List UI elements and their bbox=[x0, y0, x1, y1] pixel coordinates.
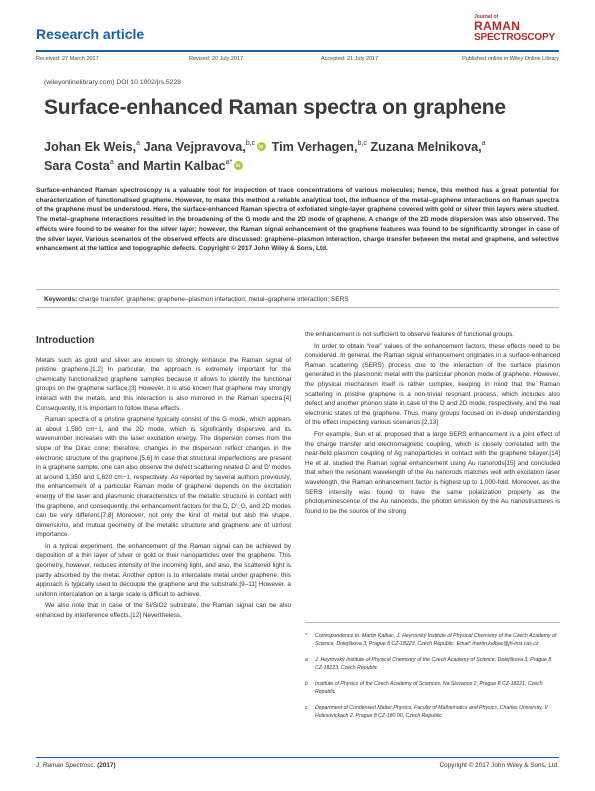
keywords-label: Keywords: bbox=[44, 296, 78, 303]
divider bbox=[36, 289, 559, 290]
body-paragraph: Metals such as gold and silver are known to strongly enhance the Raman signal of pristine graphene.[1,2] In particular, the approach is extremely important for the chemically functionalized graphene samples because it allows to identify the functional groups on the graphene surface.[3] However, it is also known that graphene may strongly interact with the metals, and this interaction is also mirrored in the Raman spectra.[4] Consequently, it is important to follow these effects. bbox=[36, 356, 291, 412]
footnote-text: Correspondence to: Martin Kalbac, J. Heyrovský Institute of Physical Chemistry of the Czech Academy of Science, Dolejškova 3, Prague 8 CZ-18223, Czech Republic. Email: martin.kalbac@jh-inst.cas.cz bbox=[315, 633, 557, 647]
header-rule bbox=[36, 50, 559, 52]
footnotes bbox=[305, 632, 560, 728]
footer-journal-name: J. Raman Spectrosc. bbox=[36, 762, 96, 769]
affiliation-mark: b,c bbox=[357, 140, 367, 147]
journal-logo[interactable] bbox=[474, 14, 560, 50]
footnote-affiliation bbox=[305, 680, 560, 696]
author-name[interactable]: Zuzana Melnikova, bbox=[370, 140, 482, 154]
body-column-right bbox=[305, 330, 560, 518]
author-name[interactable]: Martin Kalbac bbox=[143, 159, 226, 173]
footnote-mark: c bbox=[305, 705, 308, 711]
footer-rule bbox=[36, 757, 559, 758]
journal-logo-line1: RAMAN bbox=[474, 19, 521, 33]
article-title: Surface-enhanced Raman spectra on graphene bbox=[44, 96, 506, 119]
body-paragraph: the enhancement is not sufficient to observe features of functional groups. bbox=[305, 331, 515, 338]
affiliation-mark: b,c bbox=[245, 140, 256, 147]
footnote-affiliation bbox=[305, 656, 560, 672]
footnote-text: J. Heyrovský Institute of Physical Chemistry of the Czech Academy of Science, Dolejškova 3, Prague 8 CZ-18223, Czech Republic bbox=[315, 657, 552, 671]
author-name[interactable]: Tim Verhagen, bbox=[271, 140, 358, 154]
published-note: Published online in Wiley Online Library bbox=[462, 56, 559, 62]
body-paragraph: For example, Sun et al. proposed that a large SERS enhancement is a joint effect of the charge transfer and electromagnetic coupling, which is closely correlated with the near-field plasmon coupling of Ag nanoparticles in contact with the graphene bilayer.[14] He et al. studied the Raman signal enhancement using Au nanorods[15] and concluded that when the resonant wavelength of the Au nanorods matches well with excitation laser wavelength, the Raman enhancement factor is highest up to 1,000-fold. Moreover, as the SERS intensity was found to have the same polarization property as the photoluminescence of the Au nanorods, the photon emission by the Au nanostructures is found to be the source of the strong bbox=[305, 430, 560, 515]
section-heading: Introduction bbox=[36, 335, 95, 346]
section-kicker: Research article bbox=[36, 26, 145, 42]
body-paragraph: Raman spectra of a pristine graphene typically consist of the G mode, which appears at about 1,580 cm−1, and the 2D mode, which is significantly dispersive and its wavenumber increases with the laser excitation energy. The dispersion comes from the slope of the Dirac cone; therefore, changes in the dispersion reflect changes in the electronic structure of the graphene.[5,6] In case that structural imperfections are present in a graphene sample, one can also observe the defect scattering related D and D′ modes at around 1,350 and 1,620 cm−1, respectively. As reported by several authors previously, the enhancement of a particular Raman mode of graphene depends on the excitation energy of the laser and plasmonic characteristics of the metallic structure in contact with the graphene, and consequently, the enhancement factors for the D, D′, G, and 2D modes can be very different.[7,8] Moreover, not only the kind of metal but also the shape, dimensions, and mutual geometry of the metallic structure and graphene are of utmost importance. bbox=[36, 416, 291, 539]
footnote-affiliation bbox=[305, 704, 560, 720]
footnote-correspondence bbox=[305, 632, 560, 648]
footnote-mark: a bbox=[305, 657, 308, 663]
author-list bbox=[44, 138, 564, 176]
keywords bbox=[44, 296, 349, 303]
body-column-left bbox=[36, 336, 291, 623]
orcid-icon[interactable] bbox=[234, 161, 243, 170]
affiliation-mark: a bbox=[109, 159, 114, 166]
footnote-mark: b bbox=[305, 681, 308, 687]
footnote-divider bbox=[305, 622, 560, 623]
footer-copyright: Copyright © 2017 John Wiley & Sons, Ltd. bbox=[439, 762, 559, 769]
journal-logo-of: Journal of bbox=[474, 14, 499, 20]
footer-journal bbox=[36, 762, 116, 769]
divider bbox=[36, 307, 559, 308]
author-name[interactable]: Jana Vejpravova, bbox=[143, 140, 246, 154]
article-dates bbox=[36, 56, 559, 66]
revised-date: Revised: 20 July 2017 bbox=[189, 56, 244, 62]
journal-logo-line2: SPECTROSCOPY bbox=[474, 32, 555, 43]
received-date: Received: 27 March 2017 bbox=[36, 56, 99, 62]
footnote-mark: * bbox=[305, 633, 308, 639]
body-paragraph: In order to obtain “real” values of the enhancement factors, these effects need to be considered. In general, the Raman signal enhancement originates in a surface-enhanced Raman scattering (SERS) process due to the interaction of the surface plasmon generated in the plasmonic metal with the particular phonon mode of graphene. However, the physical mechanism itself is rather complex, keeping in mind that the Raman scattering in pristine graphene is a non-trivial resonant process, which includes also defect and another phonon state in case of the D and 2D mode, respectively, and the real electronic states of the graphene. Thus, many groups focused on in-deep understanding of the effect inspecting various scenarios.[2,13] bbox=[305, 342, 560, 427]
author-name[interactable]: Johan Ek Weis, bbox=[44, 140, 137, 154]
footnote-text: Institute of Physics of the Czech Academy of Sciences, Na Slovance 2, Prague 8 CZ-18221, Czech Republic bbox=[315, 681, 543, 695]
author-name[interactable]: Sara Costa bbox=[44, 159, 110, 173]
abstract: Surface-enhanced Raman spectroscopy is a valuable tool for inspection of trace concentrations of various molecules; hence, this method has a great potential for characterization of functionalised graphene. However, to make this method a reliable analytical tool, the influence of the metal–graphene interactions on Raman spectra of the graphene must be understood. Here, the surface-enhanced Raman spectra of exfoliated single-layer graphene covered with gold or silver thin layers were studied. The metal–graphene interactions resulted in the broadening of the G mode and the 2D mode of graphene. A change of the 2D mode dispersion was also observed. The effects were found to be weaker for the silver layer; however, the Raman signal enhancement of the graphene features was found to be significantly stronger in case of the silver layer. Various scenarios of the observed effects are discussed: graphene–plasmon interaction, charge transfer between the metal and graphene, and selective enhancement at the lattice and topographic defects. Copyright © 2017 John Wiley & Sons, Ltd. bbox=[36, 187, 559, 253]
accepted-date: Accepted: 21 July 2017 bbox=[321, 56, 379, 62]
affiliation-mark: a* bbox=[225, 159, 233, 166]
affiliation-mark: a bbox=[136, 140, 141, 147]
footer-year: (2017) bbox=[97, 762, 116, 769]
footnote-text: Department of Condensed Matter Physics, Faculty of Mathematics and Physics, Charles University, V Holesovickach 2, Prague 8 CZ-180 00, Czech Republic bbox=[315, 705, 548, 719]
body-paragraph: We also note that in case of the Si/SiO2 substrate, the Raman signal can be also enhanced by interference effects.[12] Nevertheless, bbox=[36, 602, 291, 620]
orcid-icon[interactable] bbox=[257, 142, 266, 151]
keywords-text: charge transfer; graphene; graphene–plasmon interaction; metal–graphene interaction; SERS bbox=[79, 296, 349, 303]
affiliation-mark: a bbox=[481, 140, 486, 147]
doi-line[interactable]: (wileyonlinelibrary.com) DOI 10.1002/jrs.5228 bbox=[44, 79, 182, 86]
body-paragraph: In a typical experiment, the enhancement of the Raman signal can be achieved by deposition of a thin layer of silver or gold or their nanoparticles over the graphene. This geometry, however, reduces intensity of the incoming light, and also, the scattered light is partly absorbed by the metal. Another option is to intercalate metal under graphene; this approach is typically used to decouple the graphene and the substrate.[9–11] However, a uniform intercalation on a large scale is difficult to achieve. bbox=[36, 542, 291, 598]
author-conjunction: and bbox=[117, 159, 140, 173]
